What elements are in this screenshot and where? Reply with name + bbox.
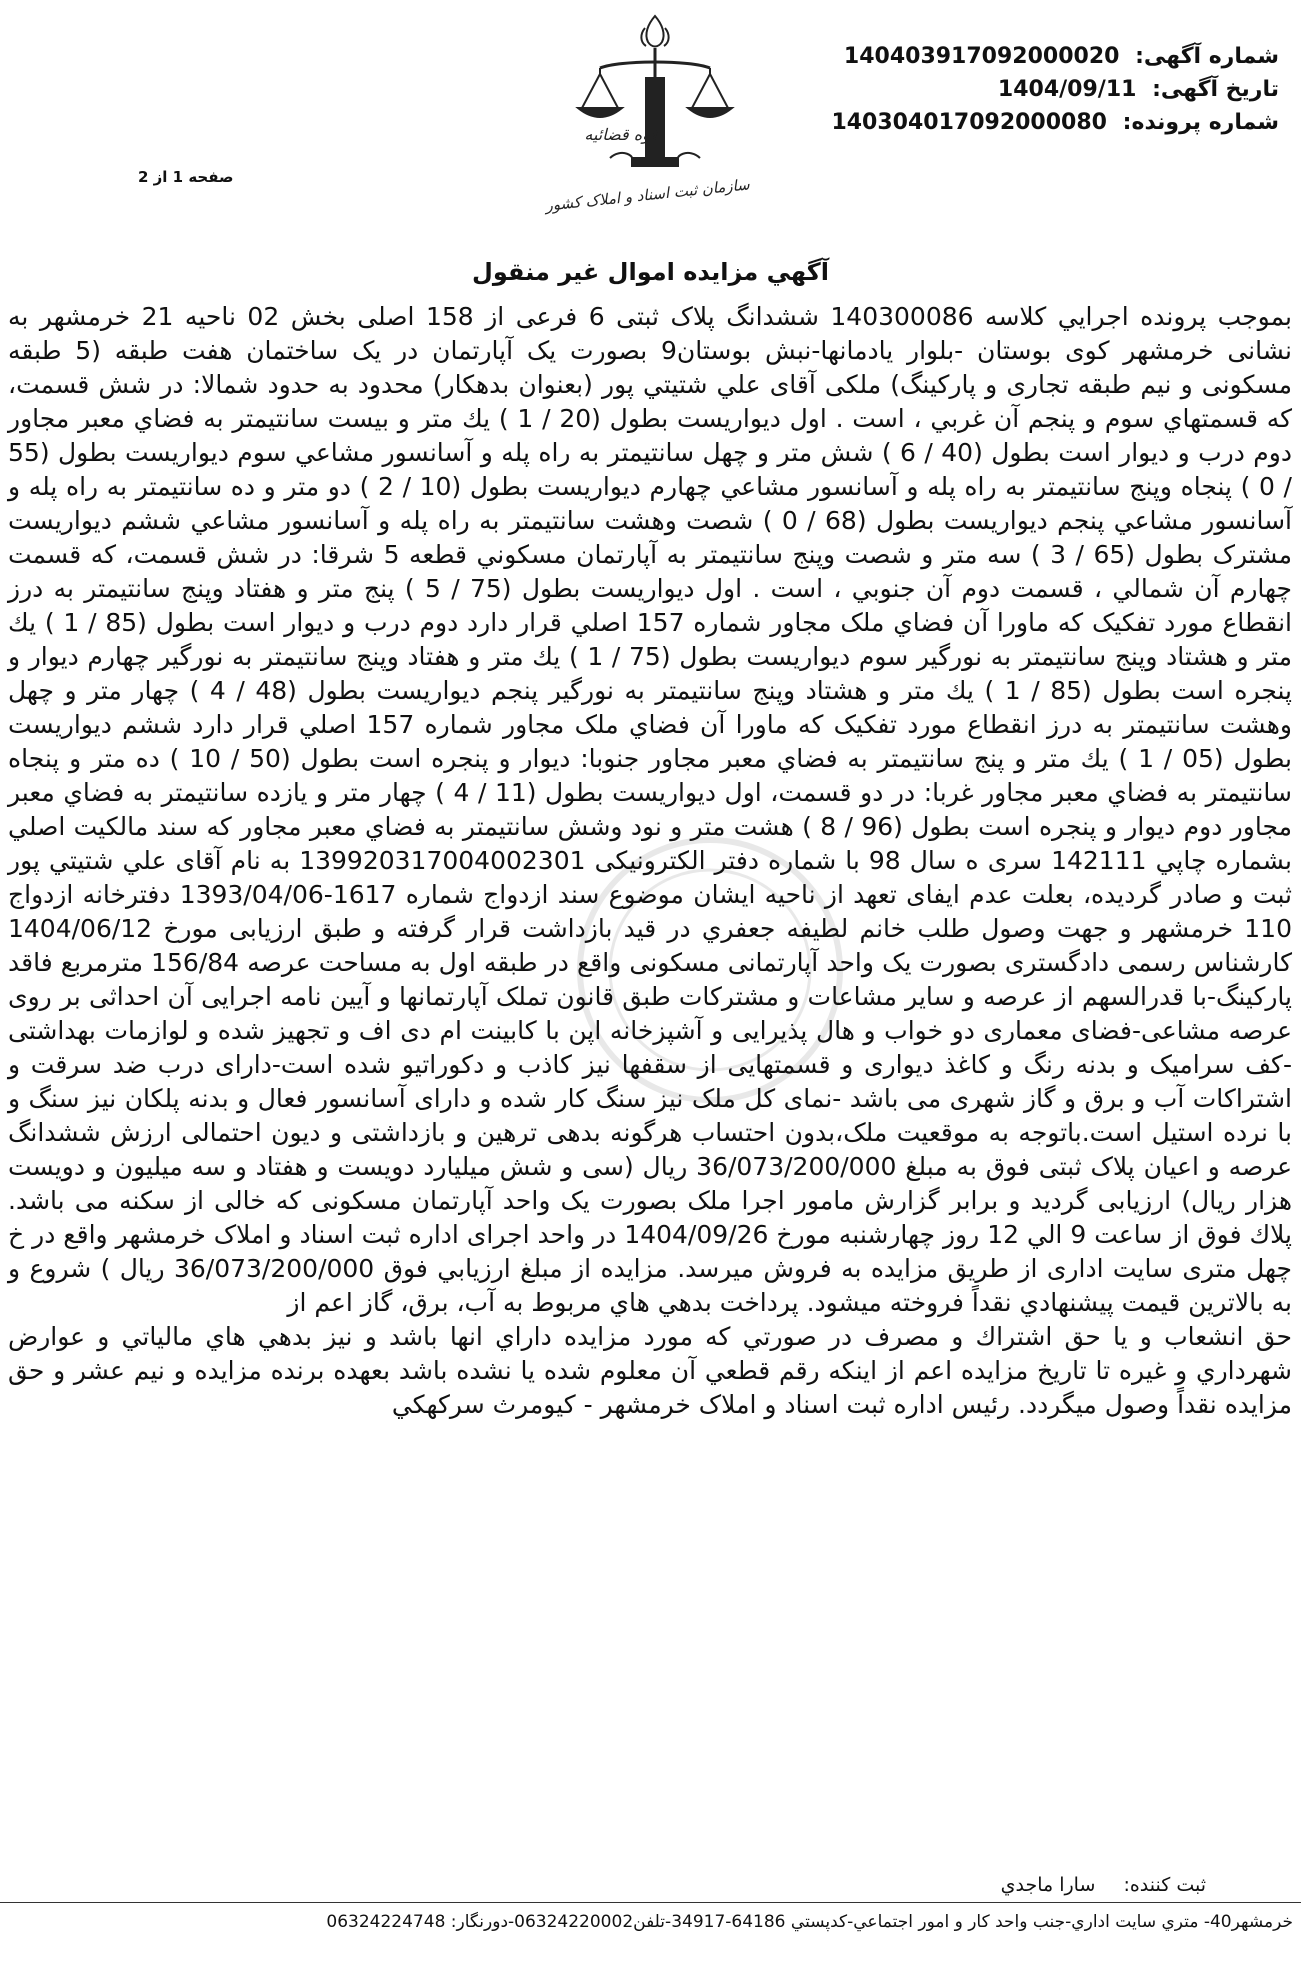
case-number: 140304017092000080 bbox=[831, 110, 1107, 135]
notice-date-label: تاریخ آگهی: bbox=[1152, 77, 1279, 102]
notice-number-label: شماره آگهی: bbox=[1135, 44, 1279, 69]
body-paragraph-closing: حق انشعاب و يا حق اشتراك و مصرف در صورتي كه مورد مزايده داراي انها باشد و نيز بدهي هاي مالياتي و عوارض شهرداري و غيره تا تاريخ مزايده اعم از اينكه رقم قطعي آن معلوم شده يا نشده باشد بعهده برنده مزايده و نيم عشر و حق مزايده نقداً وصول ميگردد. رئیس اداره ثبت اسناد و املاک خرمشهر - کیومرث سرکهکي bbox=[8, 1322, 1292, 1419]
registrar-name: سارا ماجدي bbox=[1000, 1874, 1096, 1896]
emblem-text-registration-org: سازمان ثبت اسناد و املاک کشور bbox=[544, 175, 751, 215]
notice-body bbox=[8, 300, 1292, 1422]
footer-divider bbox=[0, 1902, 1301, 1903]
case-number-label: شماره پرونده: bbox=[1122, 110, 1279, 135]
registrar bbox=[1001, 1874, 1206, 1896]
registrar-label: ثبت کننده: bbox=[1123, 1874, 1206, 1896]
page-title: آگهي مزايده اموال غير منقول bbox=[472, 258, 829, 286]
notice-date-row bbox=[779, 73, 1279, 106]
notice-date: 1404/09/11 bbox=[997, 77, 1137, 102]
notice-meta bbox=[779, 40, 1279, 139]
emblem-text-judiciary: قوه قضائیه bbox=[584, 125, 658, 144]
footer-address: خرمشهر40- متري سايت اداري-جنب واحد کار و امور اجتماعي-کدپستي 64186-34917-تلفن06324220002-دورنگار: 06324224748 bbox=[326, 1912, 1293, 1932]
notice-number: 140403917092000020 bbox=[843, 44, 1120, 69]
scales-of-justice-emblem-icon bbox=[540, 8, 770, 218]
judiciary-emblem-icon bbox=[540, 8, 770, 218]
case-number-row bbox=[779, 106, 1279, 139]
page-number: صفحه 1 از 2 bbox=[138, 168, 234, 186]
notice-number-row bbox=[779, 40, 1279, 73]
body-paragraph-main: بموجب پرونده اجرايي كلاسه 140300086 ششدانگ پلاک ثبتی 6 فرعی از 158 اصلی بخش 02 ناحیه 21 خرمشهر به نشانی خرمشهر کوی بوستان -بلوار یادمانها-نبش بوستان9 بصورت یک آپارتمان در یک ساختمان هفت طبقه (5 طبقه مسکونی و نیم طبقه تجاری و پارکینگ) ملکی آقای علي شتيتي پور (بعنوان بدهكار) محدود به حدود شمالا: در شش قسمت، كه قسمتهاي سوم و پنجم آن غربي ، است . اول ديواريست بطول (20 / 1 ) يك متر و بيست سانتيمتر به فضاي معبر مجاور دوم درب و ديوار است بطول (40 / 6 ) شش متر و چهل سانتيمتر به راه پله و آسانسور مشاعي سوم ديواريست بطول (55 / 0 ) پنجاه وپنج سانتيمتر به راه پله و آسانسور مشاعي چهارم ديواريست بطول (10 / 2 ) دو متر و ده سانتيمتر به راه پله و آسانسور مشاعي پنجم ديواريست بطول (68 / 0 ) شصت وهشت سانتيمتر به راه پله و آسانسور مشاعي ششم ديواريست مشترک بطول (65 / 3 ) سه متر و شصت وپنج سانتيمتر به آپارتمان مسكوني قطعه 5 شرقا: در شش قسمت، كه قسمت چهارم آن شمالي ، قسمت دوم آن جنوبي ، است . اول ديواريست بطول (75 / 5 ) پنج متر و هفتاد وپنج سانتيمتر به درز انقطاع مورد تفكيک كه ماورا آن فضاي ملک مجاور شماره 157 اصلي قرار دارد دوم درب و ديوار است بطول (85 / 1 ) يك متر و هشتاد وپنج سانتيمتر به نورگير سوم ديواريست بطول (75 / 1 ) يك متر و هفتاد وپنج سانتيمتر به نورگير چهارم ديوار و پنجره است بطول (85 / 1 ) يك متر و هشتاد وپنج سانتيمتر به نورگير پنجم ديواريست بطول (48 / 4 ) چهار متر و چهل وهشت سانتيمتر به درز انقطاع مورد تفكيک كه ماورا آن فضاي ملک مجاور شماره 157 اصلي قرار دارد ششم ديواريست بطول (05 / 1 ) يك متر و پنج سانتيمتر به فضاي معبر مجاور جنوبا: ديوار و پنجره است بطول (50 / 10 ) ده متر و پنجاه سانتيمتر به فضاي معبر مجاور غربا: در دو قسمت، اول ديواريست بطول (11 / 4 ) چهار متر و يازده سانتيمتر به فضاي معبر مجاور دوم ديوار و پنجره است بطول (96 / 8 ) هشت متر و نود وشش سانتيمتر به فضاي معبر مجاور كه سند مالكيت اصلي بشماره چاپي 142111 سری ه سال 98 با شماره دفتر الکترونیکی 139920317004002301 به نام آقای علي شتيتي پور ثبت و صادر گرديده، بعلت عدم ایفای تعهد از ناحیه ایشان موضوع سند ازدواج شماره 1617-1393/04/06 دفترخانه ازدواج 110 خرمشهر و جهت وصول طلب خانم لطیفه جعفري در قید بازداشت قرار گرفته و طبق ارزيابی مورخ 1404/06/12 کارشناس رسمی دادگستری بصورت یک واحد آپارتمانی مسکونی واقع در طبقه اول به مساحت عرصه 156/84 مترمربع فاقد پارکینگ-با قدرالسهم از عرصه و سایر مشاعات و مشترکات طبق قانون تملک آپارتمانها و آیین نامه اجرایی آن احداثی بر روی عرصه مشاعی-فضای معماری دو خواب و هال پذیرایی و آشپزخانه اپن با کابینت ام دی اف و تجهیز شده و لوازمات بهداشتی -کف سرامیک و بدنه رنگ و کاغذ دیواری و قسمتهایی از سقفها نیز کاذب و دکوراتیو شده است-دارای درب ضد سرقت و اشتراکات آب و برق و گاز شهری می باشد -نمای کل ملک نیز سنگ کار شده و دارای آسانسور فعال و بدنه پلکان نیز سنگ و با نرده استیل است.باتوجه به موقعیت ملک،بدون احتساب هرگونه بدهی ترهین و بازداشتی و دیون احتمالی ارزش ششدانگ عرصه و اعیان پلاک ثبتی فوق به مبلغ 36/073/200/000 ریال (سی و شش میلیارد دویست و هفتاد و سه میلیون و دویست هزار ریال) ارزیابی گردید و برابر گزارش مامور اجرا ملک بصورت یک واحد آپارتمان مسکونی که خالی از سکنه می باشد. پلاك فوق از ساعت 9 الي 12 روز چهارشنبه مورخ 1404/09/26 در واحد اجرای اداره ثبت اسناد و املاک خرمشهر واقع در خ چهل متری سایت اداری از طريق مزايده به فروش ميرسد. مزايده از مبلغ ارزيابي فوق 36/073/200/000 ريال ) شروع و به بالاترين قيمت پيشنهادي نقداً فروخته ميشود. پرداخت بدهي هاي مربوط به آب، برق، گاز اعم از bbox=[8, 302, 1293, 1317]
